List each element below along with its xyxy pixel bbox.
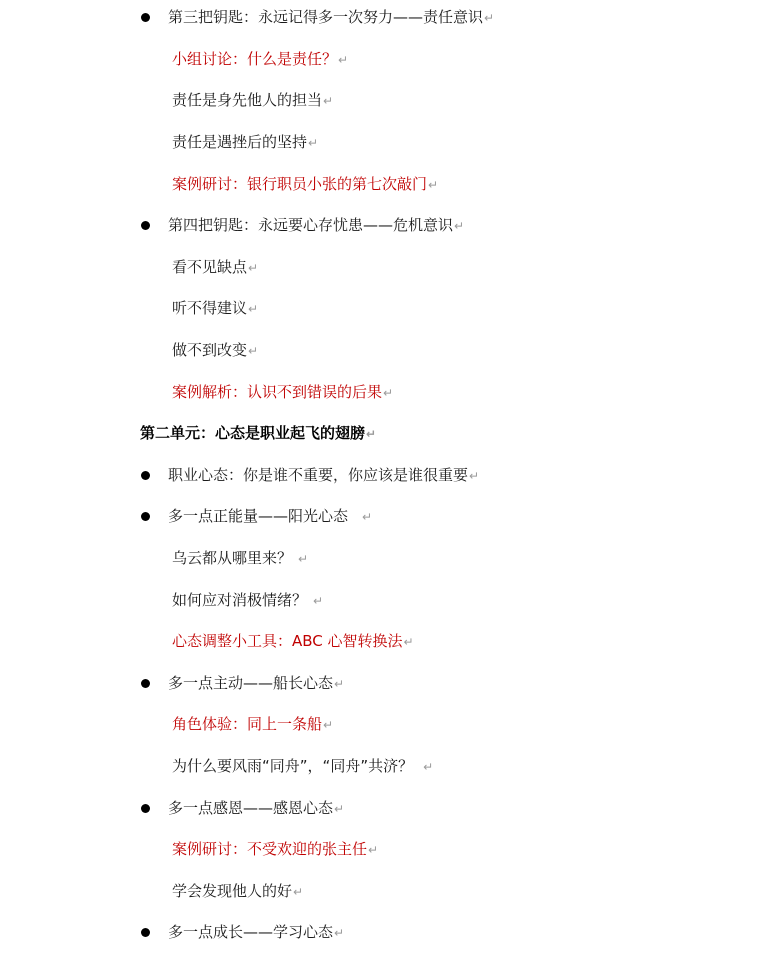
- line-text: 责任是身先他人的担当: [172, 91, 323, 109]
- bullet-icon: [141, 928, 150, 937]
- paragraph-mark-icon: ↵: [403, 635, 414, 649]
- line-text: 听不得建议: [172, 299, 248, 317]
- line-text: 学会发现他人的好: [172, 882, 293, 900]
- paragraph-mark-icon: ↵: [423, 760, 434, 774]
- bullet-icon: [141, 804, 150, 813]
- bullet-icon: [141, 13, 150, 22]
- paragraph-mark-icon: ↵: [368, 843, 379, 857]
- line-text: 心态调整小工具：ABC 心智转换法: [172, 632, 403, 650]
- paragraph-mark-icon: ↵: [313, 594, 324, 608]
- line-text: 案例解析：认识不到错误的后果: [172, 383, 383, 401]
- paragraph-mark-icon: ↵: [334, 677, 345, 691]
- bullet-icon: [141, 512, 150, 521]
- line-text: 多一点感恩——感恩心态: [168, 799, 334, 817]
- paragraph-mark-icon: ↵: [334, 802, 345, 816]
- paragraph-mark-icon: ↵: [428, 178, 439, 192]
- line-text: 职业心态：你是谁不重要，你应该是谁很重要: [168, 466, 469, 484]
- paragraph-mark-icon: ↵: [323, 718, 334, 732]
- line-text: 小组讨论：什么是责任？: [172, 50, 338, 68]
- paragraph-mark-icon: ↵: [338, 53, 349, 67]
- paragraph-mark-icon: ↵: [248, 302, 259, 316]
- line-text: 第三把钥匙：永远记得多一次努力——责任意识: [168, 8, 484, 26]
- heading-text: 第二单元：心态是职业起飞的翅膀: [140, 424, 366, 442]
- line-text: 案例研讨：不受欢迎的张主任: [172, 840, 368, 858]
- line-text: 乌云都从哪里来？: [172, 549, 293, 567]
- paragraph-mark-icon: ↵: [362, 510, 373, 524]
- paragraph-mark-icon: ↵: [298, 552, 309, 566]
- line-text: 为什么要风雨“同舟”，“同舟”共济？: [172, 757, 414, 775]
- paragraph-mark-icon: ↵: [469, 469, 480, 483]
- paragraph-mark-icon: ↵: [334, 926, 345, 940]
- paragraph-mark-icon: ↵: [248, 344, 259, 358]
- line-text: 看不见缺点: [172, 258, 248, 276]
- paragraph-mark-icon: ↵: [366, 427, 377, 441]
- paragraph-mark-icon: ↵: [484, 11, 495, 25]
- line-text: 多一点主动——船长心态: [168, 674, 334, 692]
- paragraph-mark-icon: ↵: [308, 136, 319, 150]
- bullet-icon: [141, 679, 150, 688]
- line-text: 如何应对消极情绪？: [172, 591, 308, 609]
- line-text: 第四把钥匙：永远要心存忧患——危机意识: [168, 216, 454, 234]
- paragraph-mark-icon: ↵: [454, 219, 465, 233]
- bullet-icon: [141, 221, 150, 230]
- paragraph-mark-icon: ↵: [323, 94, 334, 108]
- line-text: 多一点正能量——阳光心态: [168, 507, 349, 525]
- line-text: 责任是遇挫后的坚持: [172, 133, 308, 151]
- line-text: 角色体验：同上一条船: [172, 715, 323, 733]
- line-text: 案例研讨：银行职员小张的第七次敲门: [172, 175, 428, 193]
- bullet-icon: [141, 471, 150, 480]
- paragraph-mark-icon: ↵: [248, 261, 259, 275]
- line-text: 多一点成长——学习心态: [168, 923, 334, 941]
- paragraph-mark-icon: ↵: [293, 885, 304, 899]
- line-text: 做不到改变: [172, 341, 248, 359]
- paragraph-mark-icon: ↵: [383, 386, 394, 400]
